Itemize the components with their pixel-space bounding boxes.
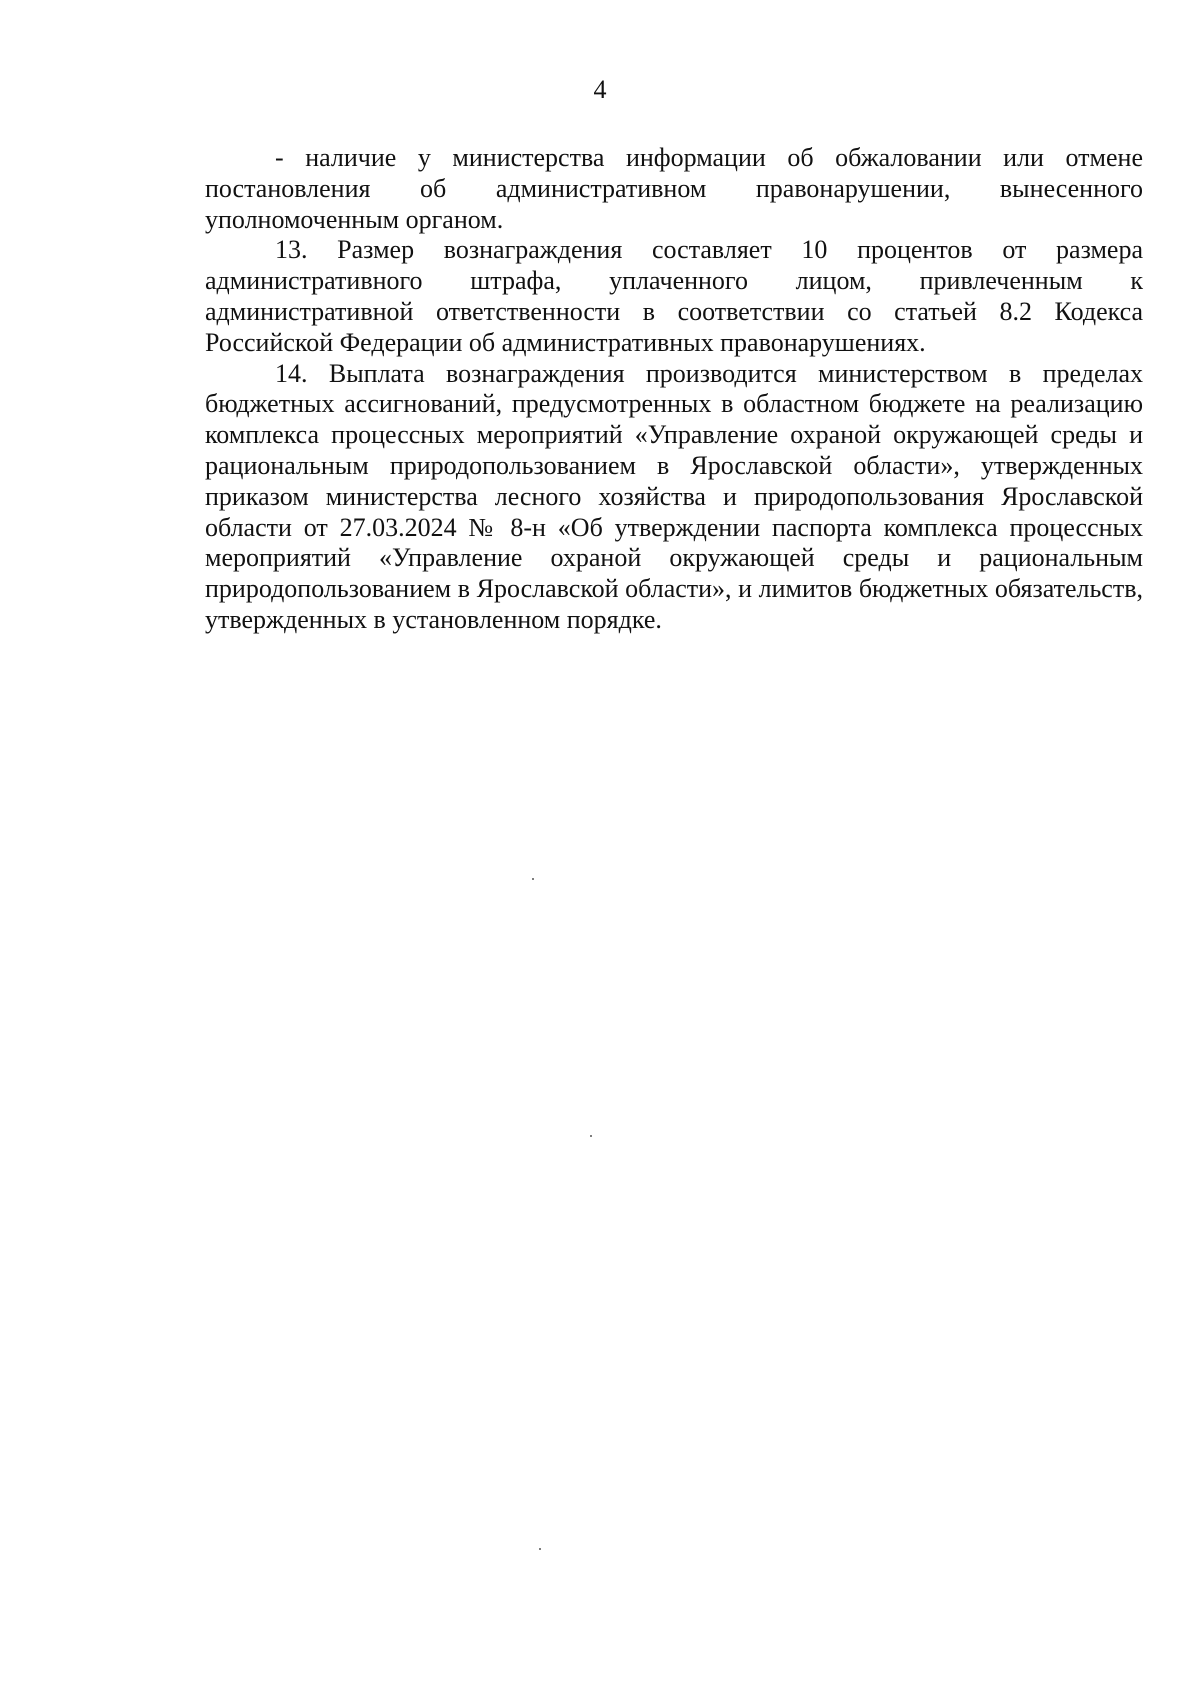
- scan-speck: [539, 1548, 541, 1550]
- page-number: 4: [593, 75, 607, 104]
- scan-speck: [590, 1135, 592, 1137]
- scan-speck: [532, 878, 534, 880]
- paragraph-13-reward-size: 13. Размер вознаграждения составляет 10 процентов от размера административного штрафа, уплаченного лицом, привлеченным к административной ответственности в соответствии со статьей 8.2 Кодекса Российской Федерации об административных правонарушениях.: [205, 235, 1143, 357]
- paragraph-14-reward-payment: 14. Выплата вознаграждения производится министерством в пределах бюджетных ассигнований, предусмотренных в областном бюджете на реализацию комплекса процессных мероприятий «Управление охраной окружающей среды и рациональным природопользованием в Ярославской области», утвержденных приказом министерства лесного хозяйства и природопользования Ярославской области от 27.03.2024 № 8-н «Об утверждении паспорта комплекса процессных мероприятий «Управление охраной окружающей среды и рациональным природопользованием в Ярославской области», и лимитов бюджетных обязательств, утвержденных в установленном порядке.: [205, 358, 1143, 634]
- document-body: [205, 143, 1143, 636]
- paragraph-appeal-condition: - наличие у министерства информации об обжаловании или отмене постановления об административном правонарушении, вынесенного уполномоченным органом.: [205, 143, 1143, 234]
